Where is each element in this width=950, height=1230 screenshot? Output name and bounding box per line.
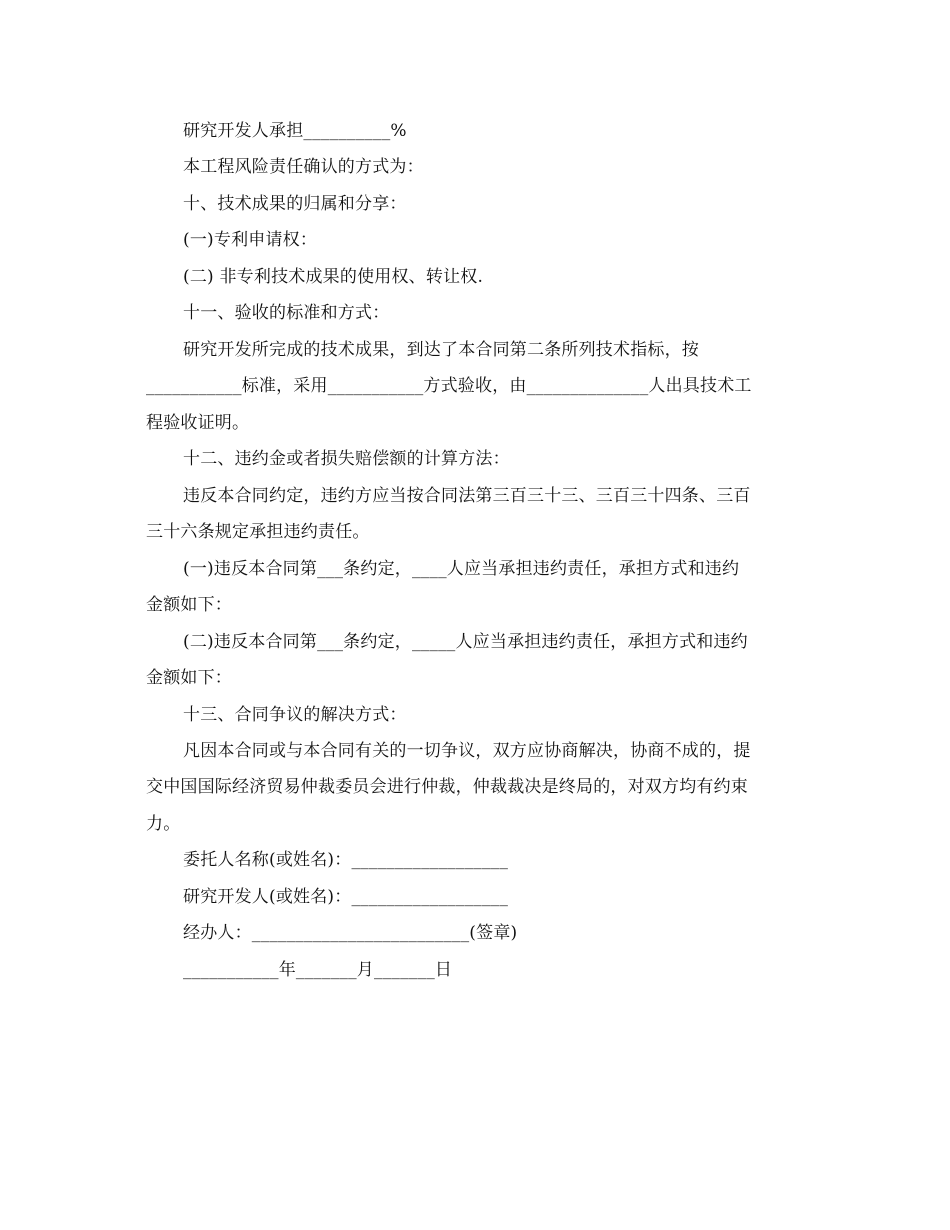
text-line-dispute-2: 交中国国际经济贸易仲裁委员会进行仲裁，仲裁裁决是终局的，对双方均有约束 xyxy=(146,777,748,797)
text-line-acceptance-3: 程验收证明。 xyxy=(146,413,250,433)
text-line-breach-item-2b: 金额如下： xyxy=(146,668,232,688)
text-line-breach-1: 违反本合同约定，违约方应当按合同法第三百三十三、三百三十四条、三百 xyxy=(183,486,751,506)
text-line-breach-item-2a: (二)违反本合同第___条约定，_____人应当承担违约责任，承担方式和违约 xyxy=(183,632,748,652)
text-line-nonpatent-right: (二) 非专利技术成果的使用权、转让权. xyxy=(183,267,484,287)
text-line-risk-share: 研究开发人承担__________% xyxy=(183,121,407,141)
heading-section-10: 十、技术成果的归属和分享： xyxy=(183,194,407,214)
text-line-risk-confirm: 本工程风险责任确认的方式为： xyxy=(183,157,424,177)
text-line-breach-item-1a: (一)违反本合同第___条约定，____人应当承担违约责任，承担方式和违约 xyxy=(183,559,740,579)
text-line-acceptance-1: 研究开发所完成的技术成果，到达了本合同第二条所列技术指标，按 xyxy=(183,340,699,360)
text-line-patent-right: (一)专利申请权： xyxy=(183,230,318,250)
text-line-dispute-3: 力。 xyxy=(146,814,181,834)
signature-handler: 经办人：_________________________(签章) xyxy=(183,923,518,943)
signature-date: ___________年_______月_______日 xyxy=(183,960,453,980)
heading-section-12: 十二、违约金或者损失赔偿额的计算方法： xyxy=(183,449,510,469)
signature-developer-name: 研究开发人(或姓名)：__________________ xyxy=(183,887,509,907)
text-line-dispute-1: 凡因本合同或与本合同有关的一切争议，双方应协商解决，协商不成的，提 xyxy=(183,741,751,761)
signature-client-name: 委托人名称(或姓名)：__________________ xyxy=(183,850,509,870)
text-line-acceptance-2: ___________标准，采用___________方式验收，由______________人出具技术工 xyxy=(146,376,752,396)
heading-section-13: 十三、合同争议的解决方式： xyxy=(183,705,407,725)
heading-section-11: 十一、验收的标准和方式： xyxy=(183,303,390,323)
text-line-breach-item-1b: 金额如下： xyxy=(146,595,232,615)
text-line-breach-2: 三十六条规定承担违约责任。 xyxy=(146,522,370,542)
